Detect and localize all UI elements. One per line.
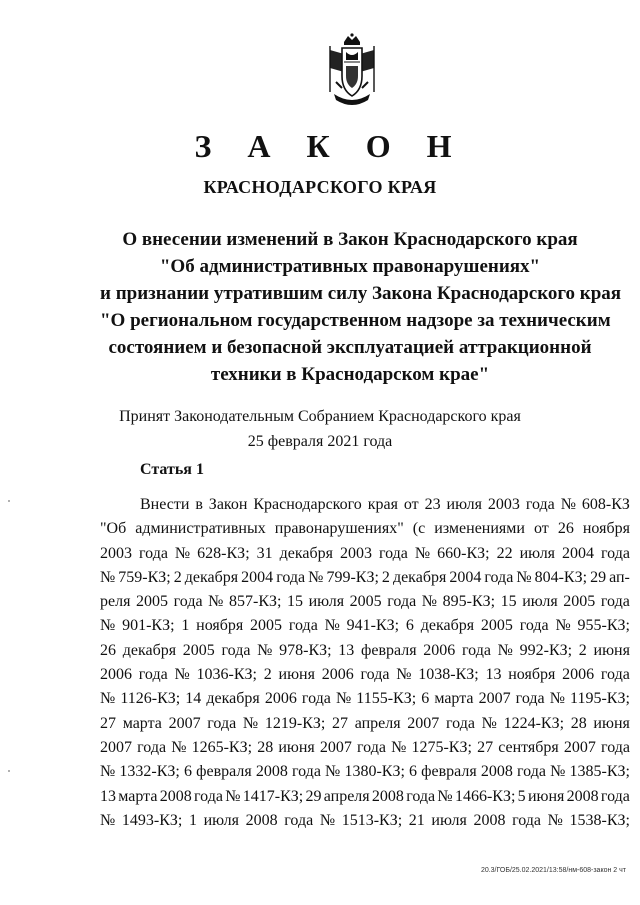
body-word: 6 <box>183 763 192 781</box>
body-word: 2007 <box>478 690 511 708</box>
body-word: в <box>195 496 203 513</box>
body-word: апреля <box>354 714 401 732</box>
body-word: (с <box>412 520 426 538</box>
body-word: 978-КЗ; <box>279 641 332 659</box>
heading-line: "Об административных правонарушениях" <box>159 256 541 277</box>
body-word: 2 <box>173 568 182 586</box>
body-word: № <box>174 666 190 684</box>
body-line <box>100 639 630 663</box>
body-word: 1155-КЗ; <box>356 690 417 708</box>
article-body <box>100 493 630 833</box>
body-word: года <box>357 738 386 756</box>
body-line <box>100 566 630 590</box>
body-word: февраля <box>421 763 477 781</box>
body-word: года <box>517 763 546 781</box>
body-word: 23 <box>424 496 441 513</box>
body-word: 27 <box>332 714 349 732</box>
body-word: 14 <box>185 690 202 708</box>
body-word: 2005 <box>349 593 382 611</box>
body-word: 799-КЗ; <box>326 568 379 586</box>
scan-speck <box>8 500 10 502</box>
body-word: № <box>421 593 438 611</box>
body-word: года <box>276 568 306 586</box>
body-word: 1275-КЗ; <box>411 738 472 756</box>
body-word: марта <box>434 690 474 708</box>
body-word: № <box>100 617 116 635</box>
body-word: 1385-КЗ; <box>569 763 630 781</box>
body-word: года <box>515 690 545 708</box>
adoption-date: 25 февраля 2021 года <box>247 433 393 450</box>
body-line <box>100 542 630 566</box>
body-line <box>100 736 630 760</box>
body-word: 2007 <box>100 738 132 756</box>
body-word: апреля <box>323 787 370 805</box>
body-word: декабря <box>206 690 260 708</box>
body-word: № <box>174 544 191 562</box>
body-word: декабря <box>122 641 177 659</box>
heading-line: техники в Краснодарском крае" <box>210 364 490 385</box>
body-word: края <box>367 496 398 513</box>
body-word: ноября <box>508 666 556 684</box>
body-word: 1380-КЗ; <box>344 763 405 781</box>
document-footer-code: 20.3/ГОБ/25.02.2021/13:58/нм-608-закон 2 чт <box>480 867 626 874</box>
body-word: 6 <box>421 690 430 708</box>
body-word: № <box>324 617 340 635</box>
body-word: года <box>138 544 168 562</box>
body-word: 941-КЗ; <box>346 617 400 635</box>
body-word: года <box>291 763 321 781</box>
body-word: от <box>534 520 549 538</box>
body-word: 2008 <box>245 811 278 829</box>
body-word: № <box>516 568 532 586</box>
body-word: года <box>284 811 314 829</box>
body-word: марта <box>118 787 158 805</box>
body-word: 2 <box>578 641 587 659</box>
body-word: № <box>481 714 497 732</box>
body-word: 5 <box>517 787 526 805</box>
body-word: года <box>207 714 237 732</box>
heading-line: состоянием и безопасной эксплуатацией аттракционной <box>108 337 592 358</box>
body-word: 1493-КЗ; <box>121 811 183 829</box>
body-word: 2003 <box>339 544 372 562</box>
body-word: 28 <box>257 738 274 756</box>
body-word: 1219-КЗ; <box>264 714 326 732</box>
body-word: 1038-КЗ; <box>418 666 479 684</box>
body-word: года <box>600 593 630 611</box>
body-word: 2003 <box>100 544 132 562</box>
body-word: 2008 <box>255 763 288 781</box>
body-word: июня <box>278 666 315 684</box>
body-word: № <box>308 568 324 586</box>
body-word: 2004 <box>562 544 595 562</box>
body-word: реля <box>100 593 131 611</box>
body-word: от <box>403 496 419 513</box>
body-word: 2004 <box>449 568 482 586</box>
body-word: правонарушениях" <box>274 520 404 538</box>
body-word: 2005 <box>136 593 169 611</box>
body-word: 1 <box>188 811 197 829</box>
body-word: № <box>391 738 407 756</box>
body-word: 2005 <box>182 641 215 659</box>
body-word: июня <box>593 641 630 659</box>
body-word: 28 <box>570 714 587 732</box>
body-word: № <box>100 690 116 708</box>
body-word: 2008 <box>371 787 404 805</box>
body-word: 804-КЗ; <box>534 568 588 586</box>
body-word: 15 <box>500 593 517 611</box>
body-word: года <box>600 787 630 805</box>
body-word: 21 <box>408 811 425 829</box>
body-word: 6 <box>409 763 418 781</box>
body-word: 1224-КЗ; <box>503 714 565 732</box>
body-word: 6 <box>405 617 414 635</box>
body-word: года <box>462 641 491 659</box>
body-word: года <box>137 738 167 756</box>
law-heading <box>100 226 622 388</box>
body-word: года <box>378 544 408 562</box>
body-word: декабря <box>184 568 239 586</box>
body-word: № <box>325 763 341 781</box>
body-word: года <box>173 593 203 611</box>
body-word: 1036-КЗ; <box>196 666 257 684</box>
body-word: 26 <box>557 520 574 538</box>
body-word: 1195-КЗ; <box>570 690 630 708</box>
body-word: 27 <box>100 714 116 732</box>
body-word: 2006 <box>100 666 132 684</box>
heading-line: "О региональном государственном надзоре за техническим <box>100 310 611 331</box>
body-word: № <box>547 811 563 829</box>
body-word: 1513-КЗ; <box>341 811 403 829</box>
body-line <box>100 493 630 517</box>
body-line <box>100 785 630 809</box>
body-word: года <box>406 787 436 805</box>
body-word: № <box>100 568 116 586</box>
body-word: 2008 <box>473 811 506 829</box>
scan-speck <box>8 770 10 772</box>
body-word: административных <box>135 520 266 538</box>
body-word: июля <box>522 593 558 611</box>
body-word: 2 <box>381 568 390 586</box>
body-word: № <box>555 617 571 635</box>
body-word: 2007 <box>168 714 201 732</box>
body-word: декабря <box>392 568 447 586</box>
body-word: 1417-КЗ; <box>242 787 304 805</box>
body-word: 992-КЗ; <box>519 641 573 659</box>
body-word: № <box>550 763 566 781</box>
body-word: Закон <box>208 496 248 513</box>
heading-line: и признании утратившим силу Закона Краснодарского края <box>100 283 622 304</box>
body-word: № <box>100 763 116 781</box>
body-word: июля <box>203 811 240 829</box>
body-word: № <box>396 666 412 684</box>
body-word: 31 <box>256 544 273 562</box>
body-word: года <box>484 568 514 586</box>
heading-line: О внесении изменений в Закон Краснодарского края <box>122 229 578 250</box>
body-word: 2006 <box>321 666 354 684</box>
body-word: июля <box>431 811 467 829</box>
body-word: июня <box>527 787 565 805</box>
body-word: марта <box>122 714 162 732</box>
body-word: года <box>445 714 475 732</box>
body-word: июля <box>446 496 482 513</box>
body-word: года <box>221 641 251 659</box>
body-line <box>100 687 630 711</box>
body-word: № <box>171 738 187 756</box>
body-word: № <box>549 690 565 708</box>
document-subtitle: КРАСНОДАРСКОГО КРАЯ <box>203 177 437 197</box>
body-word: 2006 <box>562 666 595 684</box>
body-word: "Об <box>100 520 127 538</box>
body-word: 660-КЗ; <box>437 544 490 562</box>
body-line <box>100 760 630 784</box>
body-word: июля <box>308 593 345 611</box>
body-word: 608-КЗ <box>581 496 630 513</box>
body-word: № <box>497 641 513 659</box>
body-line <box>100 663 630 687</box>
body-word: № <box>414 544 431 562</box>
body-word: 1265-КЗ; <box>191 738 253 756</box>
body-word: 955-КЗ; <box>577 617 630 635</box>
body-word: февраля <box>360 641 417 659</box>
body-word: 1126-КЗ; <box>120 690 181 708</box>
body-word: года <box>519 617 549 635</box>
body-word: 13 <box>100 787 116 805</box>
body-word: года <box>601 544 630 562</box>
body-word: 15 <box>287 593 304 611</box>
body-word: 2 <box>263 666 272 684</box>
body-word: Краснодарского <box>253 496 362 513</box>
body-word: 1332-КЗ; <box>119 763 180 781</box>
document-title: З А К О Н <box>194 128 466 164</box>
body-word: года <box>194 787 223 805</box>
body-word: № <box>335 690 352 708</box>
body-word: 2005 <box>250 617 283 635</box>
body-word: февраля <box>196 763 252 781</box>
body-word: года <box>288 617 318 635</box>
body-word: ап- <box>609 568 630 586</box>
body-word: года <box>360 666 390 684</box>
body-word: № <box>437 787 453 805</box>
body-word: 26 <box>100 641 116 659</box>
body-word: 901-КЗ; <box>122 617 175 635</box>
body-word: июня <box>593 714 630 732</box>
body-word: 2005 <box>563 593 596 611</box>
coat-of-arms-icon <box>322 32 382 112</box>
body-word: 29 <box>305 787 322 805</box>
body-word: 2006 <box>264 690 297 708</box>
body-word: 2007 <box>407 714 440 732</box>
body-word: № <box>100 811 116 829</box>
body-word: ноября <box>582 520 630 538</box>
body-word: года <box>525 496 555 513</box>
body-word: 1 <box>181 617 190 635</box>
body-word: 2008 <box>480 763 513 781</box>
body-line <box>100 712 630 736</box>
body-word: года <box>387 593 417 611</box>
body-word: Внести <box>140 496 190 513</box>
body-word: 2003 <box>487 496 520 513</box>
body-word: декабря <box>420 617 475 635</box>
body-word: сентября <box>498 738 559 756</box>
body-word: июня <box>278 738 315 756</box>
body-word: 29 <box>590 568 607 586</box>
body-word: июля <box>519 544 556 562</box>
body-word: года <box>512 811 542 829</box>
body-word: 2006 <box>423 641 456 659</box>
body-word: 2008 <box>159 787 192 805</box>
body-word: № <box>257 641 273 659</box>
body-word: № <box>225 787 241 805</box>
body-word: года <box>600 666 630 684</box>
adoption-line: Принят Законодательным Собранием Краснодарского края <box>119 408 521 425</box>
body-word: года <box>138 666 168 684</box>
body-line <box>100 809 630 833</box>
body-word: ноября <box>196 617 244 635</box>
body-word: 759-КЗ; <box>118 568 171 586</box>
body-word: 13 <box>485 666 502 684</box>
body-word: декабря <box>279 544 333 562</box>
body-word: № <box>560 496 576 513</box>
body-word: 22 <box>496 544 513 562</box>
adoption-note <box>0 404 640 454</box>
body-word: 628-КЗ; <box>197 544 250 562</box>
body-word: 27 <box>477 738 494 756</box>
body-word: 1538-КЗ; <box>569 811 630 829</box>
article-title: Статья 1 <box>140 461 204 478</box>
body-word: № <box>242 714 259 732</box>
body-word: 2007 <box>319 738 352 756</box>
body-line <box>100 517 630 541</box>
body-word: 2008 <box>566 787 599 805</box>
body-line <box>100 614 630 638</box>
body-word: года <box>301 690 331 708</box>
body-word: года <box>601 738 630 756</box>
body-word: 2007 <box>563 738 596 756</box>
body-word: 2005 <box>480 617 513 635</box>
body-word: № <box>319 811 336 829</box>
body-line <box>100 590 630 614</box>
body-word: 857-КЗ; <box>228 593 282 611</box>
body-word: 2004 <box>241 568 274 586</box>
body-word: 13 <box>338 641 355 659</box>
body-word: 895-КЗ; <box>442 593 496 611</box>
body-word: № <box>208 593 224 611</box>
body-word: 1466-КЗ; <box>454 787 516 805</box>
body-word: изменениями <box>434 520 525 538</box>
